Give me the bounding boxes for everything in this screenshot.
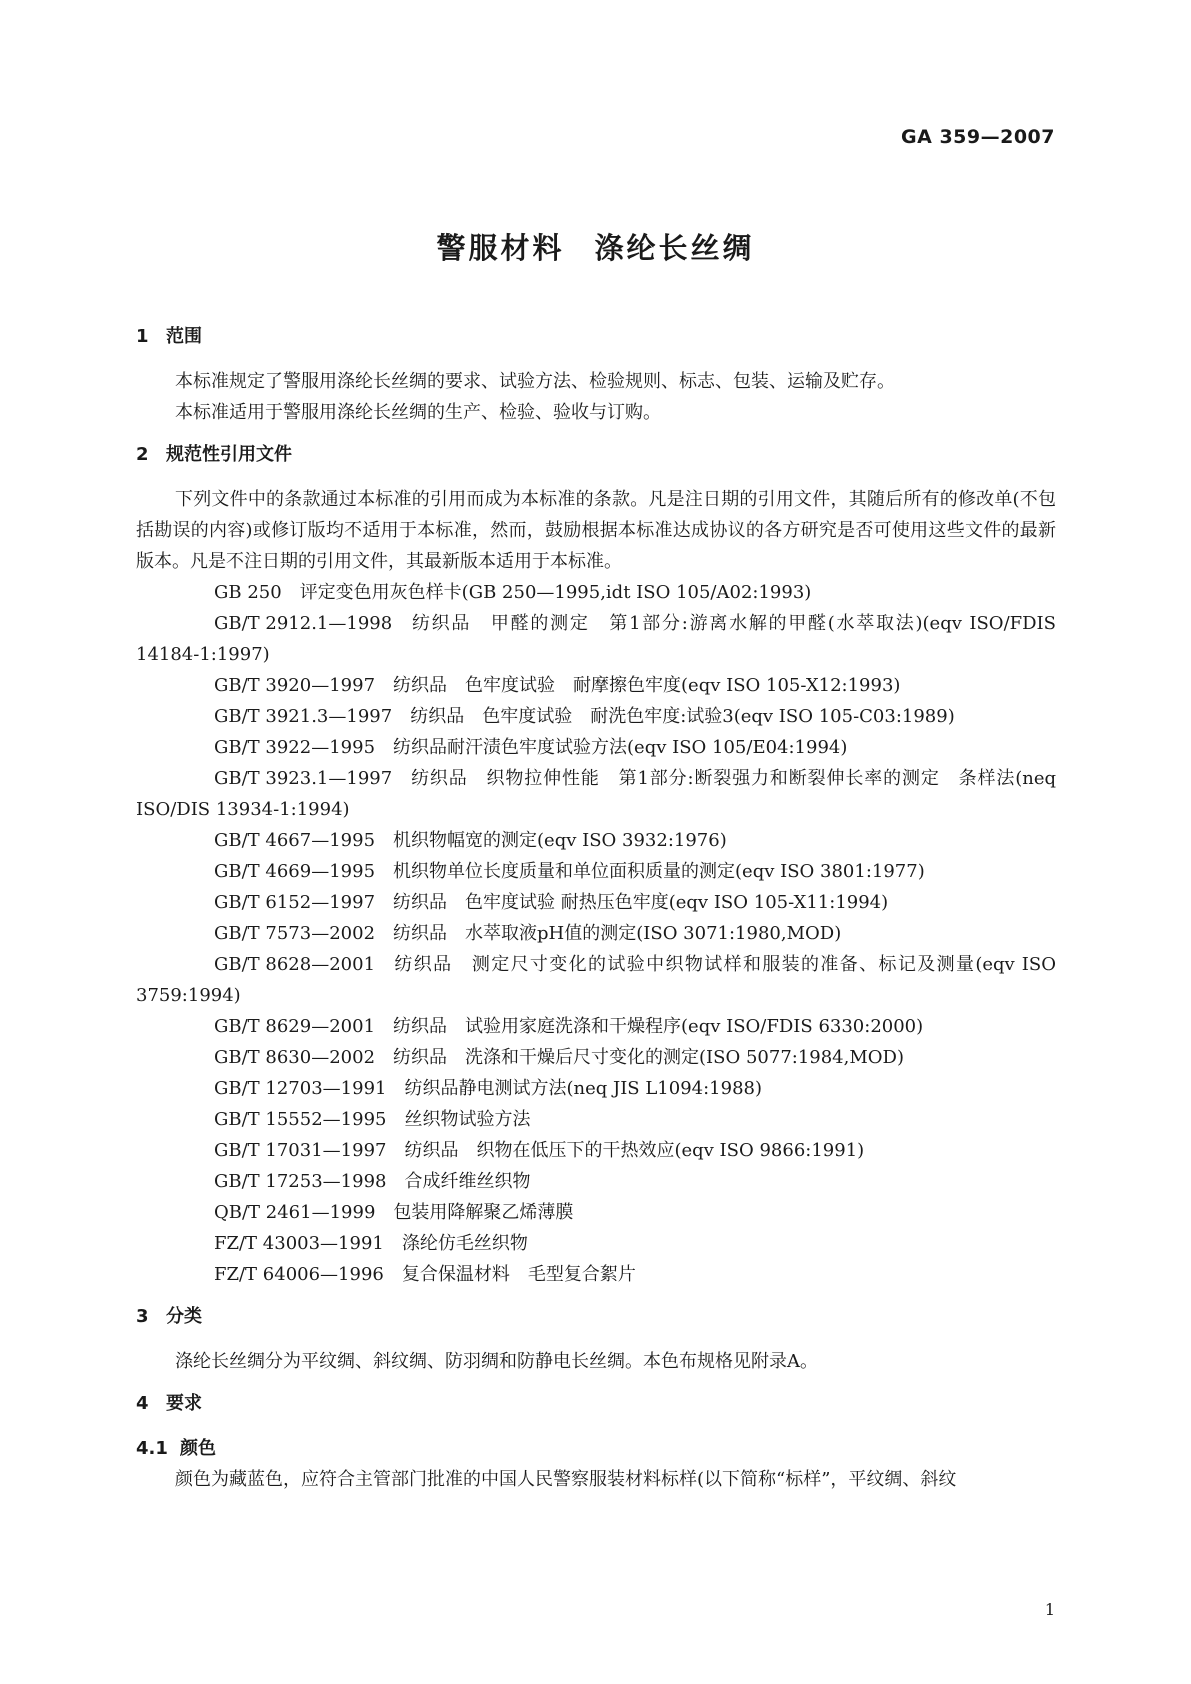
reference-item bbox=[136, 1166, 1056, 1197]
reference-code: GB/T 17031—1997 bbox=[214, 1140, 387, 1161]
reference-code: GB/T 17253—1998 bbox=[214, 1171, 387, 1192]
reference-title: 纺织品 织物拉伸性能 第1部分:断裂强力和断裂伸长率的测定 条样法(neq ISO/DIS 13934-1:1994) bbox=[136, 768, 1056, 820]
reference-code: GB/T 8629—2001 bbox=[214, 1016, 376, 1037]
section-number: 1 bbox=[136, 326, 149, 347]
reference-item bbox=[136, 825, 1056, 856]
section-heading-2 bbox=[136, 440, 1056, 470]
section-heading-3 bbox=[136, 1302, 1056, 1332]
reference-item bbox=[136, 918, 1056, 949]
reference-item bbox=[136, 856, 1056, 887]
section-number: 3 bbox=[136, 1306, 149, 1327]
section-title: 范围 bbox=[166, 326, 202, 347]
reference-code: GB/T 7573—2002 bbox=[214, 923, 376, 944]
reference-title: 纺织品耐汗渍色牢度试验方法(eqv ISO 105/E04:1994) bbox=[393, 737, 848, 758]
reference-title: 纺织品 测定尺寸变化的试验中织物试样和服装的准备、标记及测量(eqv ISO 3759:1994) bbox=[136, 954, 1056, 1006]
reference-item bbox=[136, 1259, 1056, 1290]
reference-item bbox=[136, 670, 1056, 701]
reference-title: 纺织品 试验用家庭洗涤和干燥程序(eqv ISO/FDIS 6330:2000) bbox=[393, 1016, 924, 1037]
paragraph: 下列文件中的条款通过本标准的引用而成为本标准的条款。凡是注日期的引用文件，其随后所有的修改单(不包括勘误的内容)或修订版均不适用于本标准，然而，鼓励根据本标准达成协议的各方研究是否可使用这些文件的最新版本。凡是不注日期的引用文件，其最新版本适用于本标准。 bbox=[136, 489, 1056, 572]
reference-code: GB/T 6152—1997 bbox=[214, 892, 376, 913]
section-title: 规范性引用文件 bbox=[166, 444, 292, 465]
reference-item bbox=[136, 1135, 1056, 1166]
reference-item bbox=[136, 577, 1056, 608]
paragraph: 本标准适用于警服用涤纶长丝绸的生产、检验、验收与订购。 bbox=[175, 402, 661, 423]
reference-item bbox=[136, 608, 1056, 670]
reference-code: GB/T 3922—1995 bbox=[214, 737, 376, 758]
reference-code: GB/T 4669—1995 bbox=[214, 861, 376, 882]
reference-code: GB/T 12703—1991 bbox=[214, 1078, 387, 1099]
reference-item bbox=[136, 1011, 1056, 1042]
section-title: 分类 bbox=[166, 1306, 202, 1327]
reference-title: 纺织品静电测试方法(neq JIS L1094:1988) bbox=[404, 1078, 763, 1099]
reference-title: 纺织品 色牢度试验 耐摩擦色牢度(eqv ISO 105-X12:1993) bbox=[393, 675, 901, 696]
subsection-title: 颜色 bbox=[180, 1438, 216, 1459]
section-number: 4 bbox=[136, 1393, 149, 1414]
reference-list bbox=[136, 577, 1056, 1290]
reference-title: 丝织物试验方法 bbox=[404, 1109, 531, 1130]
reference-item bbox=[136, 1042, 1056, 1073]
reference-code: GB/T 15552—1995 bbox=[214, 1109, 387, 1130]
reference-item bbox=[136, 1073, 1056, 1104]
page-number: 1 bbox=[1044, 1600, 1055, 1619]
section-number: 2 bbox=[136, 444, 149, 465]
paragraph: 本标准规定了警服用涤纶长丝绸的要求、试验方法、检验规则、标志、包装、运输及贮存。 bbox=[175, 371, 895, 392]
reference-title: 机织物幅宽的测定(eqv ISO 3932:1976) bbox=[393, 830, 727, 851]
subsection-number: 4.1 bbox=[136, 1438, 168, 1459]
reference-item bbox=[136, 1228, 1056, 1259]
reference-code: GB/T 3921.3—1997 bbox=[214, 706, 393, 727]
reference-code: QB/T 2461—1999 bbox=[214, 1202, 376, 1223]
reference-code: FZ/T 64006—1996 bbox=[214, 1264, 384, 1285]
reference-title: 合成纤维丝织物 bbox=[404, 1171, 531, 1192]
reference-code: GB/T 3923.1—1997 bbox=[214, 768, 393, 789]
subsection-heading-4-1 bbox=[136, 1433, 1056, 1464]
reference-title: 纺织品 洗涤和干燥后尺寸变化的测定(ISO 5077:1984,MOD) bbox=[393, 1047, 905, 1068]
reference-item bbox=[136, 949, 1056, 1011]
reference-item bbox=[136, 732, 1056, 763]
reference-code: GB/T 8628—2001 bbox=[214, 954, 376, 975]
reference-code: GB/T 8630—2002 bbox=[214, 1047, 376, 1068]
reference-title: 机织物单位长度质量和单位面积质量的测定(eqv ISO 3801:1977) bbox=[393, 861, 925, 882]
reference-code: FZ/T 43003—1991 bbox=[214, 1233, 384, 1254]
reference-title: 纺织品 色牢度试验 耐洗色牢度:试验3(eqv ISO 105-C03:1989) bbox=[410, 706, 955, 727]
reference-title: 复合保温材料 毛型复合絮片 bbox=[401, 1264, 636, 1285]
reference-code: GB/T 4667—1995 bbox=[214, 830, 376, 851]
reference-title: 纺织品 织物在低压下的干热效应(eqv ISO 9866:1991) bbox=[404, 1140, 865, 1161]
section-title: 要求 bbox=[166, 1393, 202, 1414]
paragraph: 涤纶长丝绸分为平纹绸、斜纹绸、防羽绸和防静电长丝绸。本色布规格见附录A。 bbox=[175, 1351, 818, 1372]
reference-title: 评定变色用灰色样卡(GB 250—1995,idt ISO 105/A02:1993) bbox=[299, 582, 812, 603]
reference-title: 纺织品 水萃取液pH值的测定(ISO 3071:1980,MOD) bbox=[393, 923, 842, 944]
reference-item bbox=[136, 1104, 1056, 1135]
section-heading-4 bbox=[136, 1389, 1056, 1419]
reference-item bbox=[136, 887, 1056, 918]
reference-code: GB/T 3920—1997 bbox=[214, 675, 376, 696]
reference-code: GB/T 2912.1—1998 bbox=[214, 613, 393, 634]
reference-title: 纺织品 色牢度试验 耐热压色牢度(eqv ISO 105-X11:1994) bbox=[393, 892, 889, 913]
section-heading-1 bbox=[136, 322, 1056, 352]
reference-item bbox=[136, 763, 1056, 825]
paragraph: 颜色为藏蓝色，应符合主管部门批准的中国人民警察服装材料标样(以下简称“标样”，平纹绸、斜纹 bbox=[175, 1469, 957, 1490]
document-body bbox=[136, 322, 1056, 1495]
reference-item bbox=[136, 1197, 1056, 1228]
title-part-2: 涤纶长丝绸 bbox=[594, 231, 755, 265]
reference-title: 纺织品 甲醛的测定 第1部分:游离水解的甲醛(水萃取法)(eqv ISO/FDIS 14184-1:1997) bbox=[136, 613, 1056, 665]
reference-title: 包装用降解聚乙烯薄膜 bbox=[393, 1202, 574, 1223]
title-part-1: 警服材料 bbox=[436, 231, 565, 265]
reference-item bbox=[136, 701, 1056, 732]
reference-code: GB 250 bbox=[214, 582, 282, 603]
reference-title: 涤纶仿毛丝织物 bbox=[401, 1233, 528, 1254]
standard-code: GA 359—2007 bbox=[901, 126, 1055, 148]
document-title bbox=[0, 226, 1191, 267]
